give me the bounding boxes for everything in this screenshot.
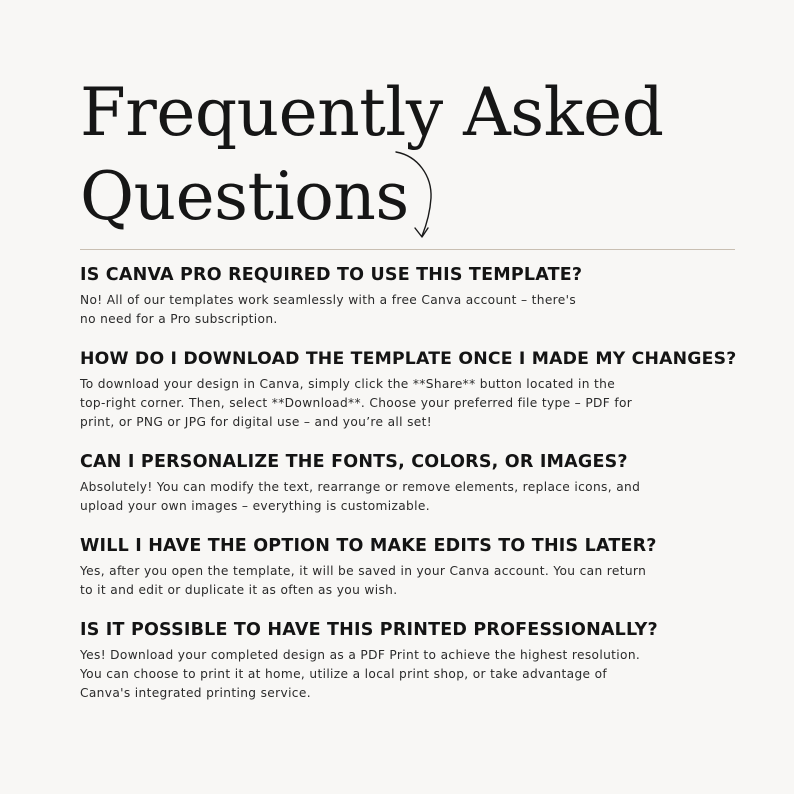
faq-answer-line: upload your own images – everything is customizable. — [80, 499, 430, 513]
faq-item — [80, 264, 740, 329]
faq-item — [80, 451, 740, 516]
faq-answer-line: Yes, after you open the template, it will be saved in your Canva account. You can return — [80, 564, 647, 578]
curved-down-arrow-icon — [390, 148, 450, 243]
faq-answer — [80, 375, 740, 432]
faq-question: IS IT POSSIBLE TO HAVE THIS PRINTED PROFESSIONALLY? — [80, 620, 658, 640]
faq-answer — [80, 478, 740, 516]
page-title-line-2: Questions — [80, 158, 409, 235]
faq-answer-line: No! All of our templates work seamlessly with a free Canva account – there's — [80, 293, 577, 307]
faq-question: WILL I HAVE THE OPTION TO MAKE EDITS TO THIS LATER? — [80, 536, 657, 556]
title-divider — [80, 249, 735, 250]
faq-question: HOW DO I DOWNLOAD THE TEMPLATE ONCE I MADE MY CHANGES? — [80, 349, 737, 369]
faq-list — [80, 264, 740, 722]
faq-answer-line: top-right corner. Then, select **Download**. Choose your preferred file type – PDF for — [80, 396, 633, 410]
faq-answer-line: To download your design in Canva, simply click the **Share** button located in the — [80, 377, 616, 391]
faq-answer-line: You can choose to print it at home, utilize a local print shop, or take advantage of — [80, 667, 608, 681]
faq-answer-line: print, or PNG or JPG for digital use – and you’re all set! — [80, 415, 433, 429]
faq-answer-line: Canva's integrated printing service. — [80, 686, 311, 700]
faq-answer — [80, 562, 740, 600]
faq-answer — [80, 291, 740, 329]
page-title-line-1: Frequently Asked — [80, 74, 664, 151]
faq-question: CAN I PERSONALIZE THE FONTS, COLORS, OR IMAGES? — [80, 452, 628, 472]
faq-answer-line: Absolutely! You can modify the text, rearrange or remove elements, replace icons, and — [80, 480, 641, 494]
faq-answer-line: no need for a Pro subscription. — [80, 312, 278, 326]
faq-answer — [80, 646, 740, 703]
faq-item — [80, 535, 740, 600]
faq-answer-line: Yes! Download your completed design as a PDF Print to achieve the highest resolution. — [80, 648, 641, 662]
faq-item — [80, 619, 740, 703]
faq-question: IS CANVA PRO REQUIRED TO USE THIS TEMPLATE? — [80, 265, 583, 285]
faq-item — [80, 348, 740, 432]
faq-answer-line: to it and edit or duplicate it as often as you wish. — [80, 583, 398, 597]
